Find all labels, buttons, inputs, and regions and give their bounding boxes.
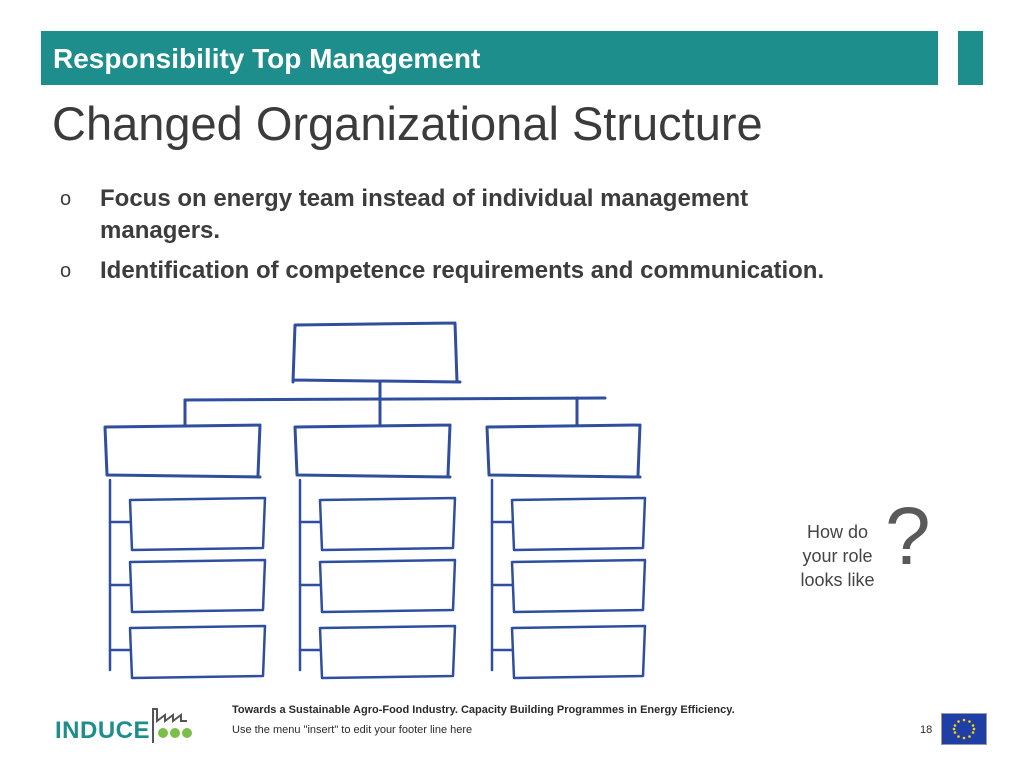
factory-icon: [147, 703, 207, 745]
bullet-text: Identification of competence requirements and communication.: [100, 257, 825, 284]
logo-text: INDUCE: [55, 717, 151, 744]
footer-edit-hint: Use the menu "insert" to edit your footer line here: [232, 724, 473, 736]
role-question: [790, 491, 940, 600]
bullet-item: [58, 255, 958, 287]
bullet-marker: o: [60, 188, 72, 210]
question-line: How do: [806, 522, 869, 542]
eu-stars-icon: [942, 714, 986, 744]
role-question-text: [790, 520, 885, 592]
page-number: 18: [920, 724, 933, 736]
eu-flag-icon: [941, 713, 987, 745]
section-title: Responsibility Top Management: [53, 43, 481, 74]
header-accent-block: [958, 31, 983, 85]
section-header-bar: [41, 31, 938, 85]
bullet-list: [58, 183, 958, 295]
induce-logo: [55, 703, 205, 745]
question-line: looks like: [800, 570, 875, 590]
footer-tagline: Towards a Sustainable Agro-Food Industry. Capacity Building Programmes in Energy Efficiency.: [232, 704, 735, 716]
bullet-item: [58, 183, 958, 247]
slide-title: Changed Organizational Structure: [52, 97, 763, 150]
bullet-marker: o: [60, 260, 72, 282]
question-mark-icon: ?: [885, 491, 931, 582]
question-line: your role: [802, 546, 873, 566]
bullet-text: Focus on energy team instead of individual management managers.: [100, 185, 749, 244]
org-chart-illustration: [80, 310, 680, 690]
